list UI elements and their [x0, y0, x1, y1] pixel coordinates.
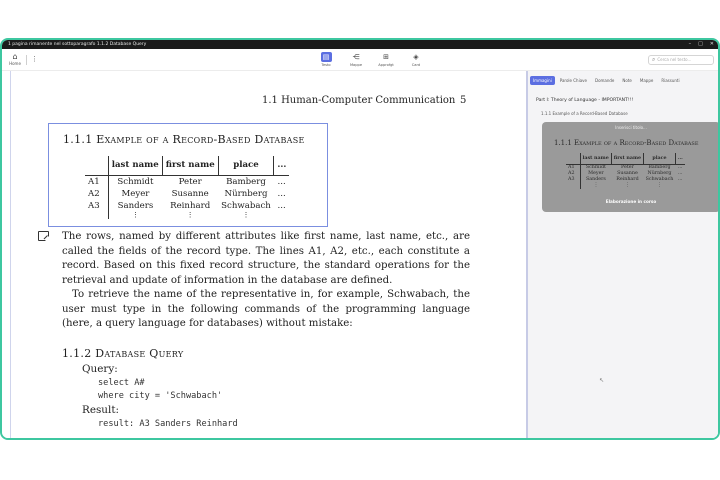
- panel-part-title: Part I: Theory of Language - IMPORTANT!!!: [536, 98, 634, 103]
- table-cell: Peter: [620, 165, 634, 170]
- cards-icon: ◈: [413, 53, 419, 61]
- tab-images[interactable]: Immagini: [530, 76, 555, 85]
- tool-notes[interactable]: [376, 52, 396, 67]
- column-header: first name: [611, 153, 643, 165]
- tab-questions[interactable]: Domande: [594, 78, 615, 83]
- toolbar-divider: [26, 55, 27, 65]
- column-header: ...: [675, 153, 685, 165]
- table-cell: Sanders: [580, 177, 611, 183]
- tab-maps[interactable]: Mappe: [639, 78, 654, 83]
- table-row: [85, 176, 289, 189]
- preview-title-input[interactable]: Inserisci titolo...: [615, 125, 647, 130]
- table-cell: [85, 212, 108, 219]
- paragraph: The rows, named by different attributes like first name, last name, etc., are called the fields of the record type. The lines A1, A2, etc., each constitute a record. Based on this fixed record structure, the standard operations for the retrieval and update of information in the database are defined.: [62, 231, 470, 286]
- table-cell: Schwabach: [221, 201, 271, 211]
- code-line: select A#: [98, 378, 145, 388]
- tool-group: [316, 52, 426, 67]
- mouse-cursor-icon: ↖: [599, 377, 605, 384]
- code-line: result: A3 Sanders Reinhard: [98, 419, 238, 429]
- tab-summaries[interactable]: Riassunti: [661, 78, 680, 83]
- table-cell: ...: [677, 171, 683, 176]
- table-cell: ...: [277, 189, 286, 199]
- table-row: [566, 183, 685, 189]
- row-label: A3: [88, 201, 100, 211]
- table-row: [85, 188, 289, 200]
- table-corner: [85, 156, 108, 176]
- page-number: 5: [460, 95, 467, 106]
- row-label: A2: [88, 189, 100, 199]
- table-cell: ...: [277, 177, 286, 187]
- home-icon: ⌂: [12, 52, 18, 61]
- window-title: 1 pagina rimanente nel sottoparagrafo 1.1.2 Database Query: [8, 42, 147, 47]
- row-label: A3: [568, 177, 575, 182]
- vertical-ellipsis: ⋮: [108, 212, 162, 219]
- table-cell: Meyer: [580, 171, 611, 177]
- preview-heading: 1.1.1 Example of a Record-Based Database: [554, 139, 699, 147]
- vertical-ellipsis: ⋮: [186, 211, 194, 219]
- processing-status: Elaborazione in corso: [605, 199, 657, 204]
- panel-subsection: 1.1.1 Example of a Record-Based Database: [541, 111, 628, 116]
- table-cell: Schmidt: [108, 176, 162, 189]
- code-line: where city = 'Schwabach': [98, 391, 223, 401]
- search-icon: ⌕: [652, 56, 656, 63]
- table-cell: Bamberg: [226, 177, 266, 187]
- tool-text[interactable]: [316, 52, 336, 67]
- row-label: A1: [568, 165, 575, 170]
- document-page[interactable]: [60, 71, 472, 440]
- table-cell: Sanders: [108, 200, 162, 212]
- image-preview-card[interactable]: [542, 122, 720, 212]
- tool-label: Card: [411, 63, 421, 67]
- tool-cards[interactable]: [406, 52, 426, 67]
- column-header: place: [644, 153, 676, 165]
- mindmap-icon: ⋲: [352, 53, 360, 61]
- example-selection-box[interactable]: [48, 123, 328, 227]
- tool-label: Approfgt: [378, 63, 394, 67]
- vertical-ellipsis: ⋮: [242, 211, 250, 219]
- table-cell: Reinhard: [616, 177, 639, 182]
- home-label: Home: [9, 61, 21, 66]
- table-cell: [675, 183, 685, 189]
- home-button[interactable]: [8, 52, 22, 66]
- table-cell: ...: [277, 201, 286, 211]
- table-cell: Nürnberg: [647, 171, 672, 176]
- content-area: [2, 71, 718, 440]
- table-row: [85, 212, 289, 219]
- minimize-button[interactable]: –: [688, 41, 692, 47]
- table-cell: Schwabach: [645, 177, 674, 182]
- vertical-ellipsis: ⋮: [580, 183, 611, 189]
- tab-keywords[interactable]: Parole Chiave: [559, 78, 587, 83]
- table-cell: ...: [677, 165, 683, 170]
- search-input[interactable]: [648, 55, 714, 65]
- row-label: A1: [88, 177, 100, 187]
- close-button[interactable]: ✕: [709, 41, 714, 47]
- maximize-button[interactable]: □: [698, 41, 703, 47]
- preview-table: [566, 153, 685, 189]
- column-header: last name: [108, 156, 162, 176]
- query-label: Query:: [82, 363, 118, 375]
- vertical-ellipsis: ⋮: [625, 183, 630, 188]
- left-margin-line: [10, 71, 11, 440]
- add-note-icon: ⊞: [383, 53, 389, 61]
- column-header: ...: [274, 156, 289, 176]
- record-table: [85, 156, 289, 219]
- text-icon: ▤: [321, 52, 332, 62]
- column-header: place: [218, 156, 274, 176]
- more-options-icon[interactable]: ⋮: [31, 55, 38, 63]
- running-head: 1.1 Human-Computer Communication: [262, 95, 456, 106]
- toolbar: [2, 49, 718, 71]
- tool-label: Mappe: [349, 63, 363, 67]
- result-label: Result:: [82, 404, 119, 416]
- table-cell: [566, 183, 580, 189]
- window-controls: [689, 40, 714, 49]
- table-cell: Meyer: [108, 188, 162, 200]
- tool-label: Testo: [321, 63, 331, 67]
- table-corner: [566, 153, 580, 165]
- table-cell: Peter: [178, 177, 202, 187]
- table-cell: ...: [677, 177, 683, 182]
- tab-notes[interactable]: Note: [622, 78, 632, 83]
- side-panel: [528, 71, 718, 440]
- vertical-ellipsis: ⋮: [657, 183, 662, 188]
- table-cell: Susanne: [171, 189, 209, 199]
- app-window: [0, 38, 720, 440]
- table-cell: Reinhard: [170, 201, 211, 211]
- panel-tabs: [530, 76, 683, 85]
- example-title: 1.1.1 Example of a Record-Based Database: [63, 133, 305, 146]
- tool-maps[interactable]: [346, 52, 366, 67]
- table-cell: Susanne: [617, 171, 638, 176]
- table-cell: Nürnberg: [224, 189, 268, 199]
- table-cell: Schmidt: [580, 165, 611, 172]
- column-header: first name: [162, 156, 218, 176]
- row-label: A2: [568, 171, 575, 176]
- paragraph: To retrieve the name of the representative in, for example, Schwabach, the user must type in the following commands of the programming language (here, a query language for databases) without mistake:: [62, 289, 470, 330]
- note-icon[interactable]: [38, 231, 49, 241]
- table-cell: Bamberg: [648, 165, 671, 170]
- table-cell: [274, 212, 289, 219]
- column-header: last name: [580, 153, 611, 165]
- section-title: 1.1.2 Database Query: [62, 347, 184, 360]
- search-placeholder: Cerca nel testo...: [657, 57, 692, 62]
- title-bar: [2, 40, 718, 49]
